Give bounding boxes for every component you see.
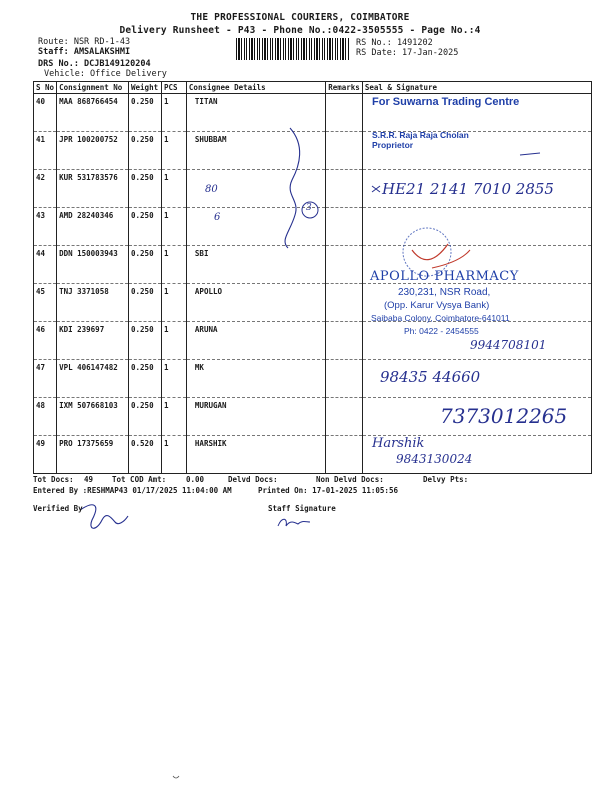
col-consignment: Consignment No <box>57 82 129 94</box>
handwriting-circle-number: 3 <box>306 203 312 213</box>
col-seal-signature: Seal & Signature <box>362 82 591 94</box>
cell-pcs: 1 <box>162 208 187 246</box>
cell-weight: 0.250 <box>129 284 162 322</box>
col-weight: Weight <box>129 82 162 94</box>
cell-pcs: 1 <box>162 94 187 132</box>
stamp-cholan-title: Proprietor <box>372 140 414 150</box>
tot-cod-label: Tot COD Amt: <box>112 475 167 484</box>
cell-pcs: 1 <box>162 360 187 398</box>
tot-docs-value: 49 <box>84 475 94 484</box>
cell-pcs: 1 <box>162 322 187 360</box>
seal-signature-stroke <box>412 244 448 260</box>
cell-pcs: 1 <box>162 132 187 170</box>
delvd-docs-label: Delvd Docs: <box>228 475 278 484</box>
cell-sno: 43 <box>34 208 57 246</box>
cell-pcs: 1 <box>162 398 187 436</box>
cell-weight: 0.250 <box>129 132 162 170</box>
cell-pcs: 1 <box>162 170 187 208</box>
cell-weight: 0.250 <box>129 170 162 208</box>
vehicle-label: Vehicle: Office Delivery <box>44 69 167 79</box>
verified-by-label: Verified By <box>33 504 83 513</box>
delvy-pts-label: Delvy Pts: <box>423 475 469 484</box>
cell-consignee: SBI <box>186 246 325 284</box>
col-remarks: Remarks <box>326 82 363 94</box>
cell-sno: 47 <box>34 360 57 398</box>
stray-mark <box>173 776 179 778</box>
cell-consignment: IXM 507668103 <box>57 398 129 436</box>
cell-consignee: SHUBBAM <box>186 132 325 170</box>
col-consignee: Consignee Details <box>186 82 325 94</box>
cell-sno: 45 <box>34 284 57 322</box>
handwriting-row48: 7373012265 <box>440 404 568 428</box>
staff-label: Staff: AMSALAKSHMI <box>38 47 131 57</box>
handwriting-row42: HE21 2141 7010 2855 <box>382 180 554 198</box>
route-label: Route: NSR RD-1-43 <box>38 37 131 47</box>
cell-consignee: APOLLO <box>186 284 325 322</box>
rs-date: RS Date: 17-Jan-2025 <box>356 48 459 58</box>
handwriting-row49-phone: 9843130024 <box>396 452 473 466</box>
cell-pcs: 1 <box>162 436 187 474</box>
cross-mark <box>372 186 380 192</box>
cell-weight: 0.250 <box>129 94 162 132</box>
runsheet-subtitle: Delivery Runsheet - P43 - Phone No.:0422-3505555 - Page No.:4 <box>119 25 481 36</box>
col-sno: S No <box>34 82 57 94</box>
rs-number: RS No.: 1491202 <box>356 38 433 48</box>
stamp-apollo-addr1: 230,231, NSR Road, <box>398 287 491 298</box>
stamp-apollo-name: APOLLO PHARMACY <box>370 269 519 284</box>
cell-consignee: ARUNA <box>186 322 325 360</box>
staff-signature-stroke <box>278 519 310 526</box>
tot-cod-value: 0.00 <box>186 475 205 484</box>
cell-weight: 0.250 <box>129 208 162 246</box>
cell-consignment: KDI 239697 <box>57 322 129 360</box>
dash-mark <box>520 153 540 155</box>
cell-consignment: VPL 406147482 <box>57 360 129 398</box>
stamp-suwarna: For Suwarna Trading Centre <box>372 96 520 108</box>
tot-docs-label: Tot Docs: <box>33 475 74 484</box>
bracket-stroke <box>285 128 300 248</box>
cell-consignee: HARSHIK <box>186 436 325 474</box>
cell-sno: 49 <box>34 436 57 474</box>
cell-consignee: MURUGAN <box>186 398 325 436</box>
cell-sno: 48 <box>34 398 57 436</box>
cell-weight: 0.250 <box>129 246 162 284</box>
cell-consignee: MK <box>186 360 325 398</box>
stamp-apollo-addr3: Saibaba Colony, Coimbatore-641011 <box>371 313 510 323</box>
stamp-apollo-phone: Ph: 0422 - 2454555 <box>404 326 479 336</box>
cell-sno: 44 <box>34 246 57 284</box>
handwriting-mark-row43: 6 <box>214 212 221 223</box>
col-pcs: PCS <box>162 82 187 94</box>
cell-consignment: DDN 150003943 <box>57 246 129 284</box>
cell-sno: 41 <box>34 132 57 170</box>
handwriting-mark-row42: 80 <box>205 184 218 195</box>
stamp-apollo-addr2: (Opp. Karur Vysya Bank) <box>384 300 490 311</box>
cell-weight: 0.520 <box>129 436 162 474</box>
staff-signature-label: Staff Signature <box>268 504 336 513</box>
entered-by: Entered By :RESHMAP43 01/17/2025 11:04:00 AM <box>33 486 232 495</box>
cell-weight: 0.250 <box>129 360 162 398</box>
cell-consignee: TITAN <box>186 94 325 132</box>
stamp-cholan-name: S.R.R. Raja Raja Cholan <box>372 130 469 140</box>
company-title: THE PROFESSIONAL COURIERS, COIMBATORE <box>190 12 410 23</box>
cell-sno: 46 <box>34 322 57 360</box>
drs-label: DRS No.: DCJB149120204 <box>38 59 151 69</box>
handwriting-row49-name: Harshik <box>372 436 425 451</box>
cell-consignment: KUR 531783576 <box>57 170 129 208</box>
cell-pcs: 1 <box>162 284 187 322</box>
cell-consignment: PRO 17375659 <box>57 436 129 474</box>
cell-weight: 0.250 <box>129 322 162 360</box>
handwriting-row47: 98435 44660 <box>380 368 481 386</box>
verified-signature <box>80 505 128 528</box>
handwriting-row46: 9944708101 <box>470 338 547 352</box>
non-delvd-docs-label: Non Delvd Docs: <box>316 475 384 484</box>
cell-sno: 40 <box>34 94 57 132</box>
cell-pcs: 1 <box>162 246 187 284</box>
cell-consignment: MAA 868766454 <box>57 94 129 132</box>
cell-weight: 0.250 <box>129 398 162 436</box>
cell-sno: 42 <box>34 170 57 208</box>
cell-consignment: AMD 28240346 <box>57 208 129 246</box>
printed-on: Printed On: 17-01-2025 11:05:56 <box>258 486 398 495</box>
cell-consignment: TNJ 3371058 <box>57 284 129 322</box>
cell-consignment: JPR 100200752 <box>57 132 129 170</box>
